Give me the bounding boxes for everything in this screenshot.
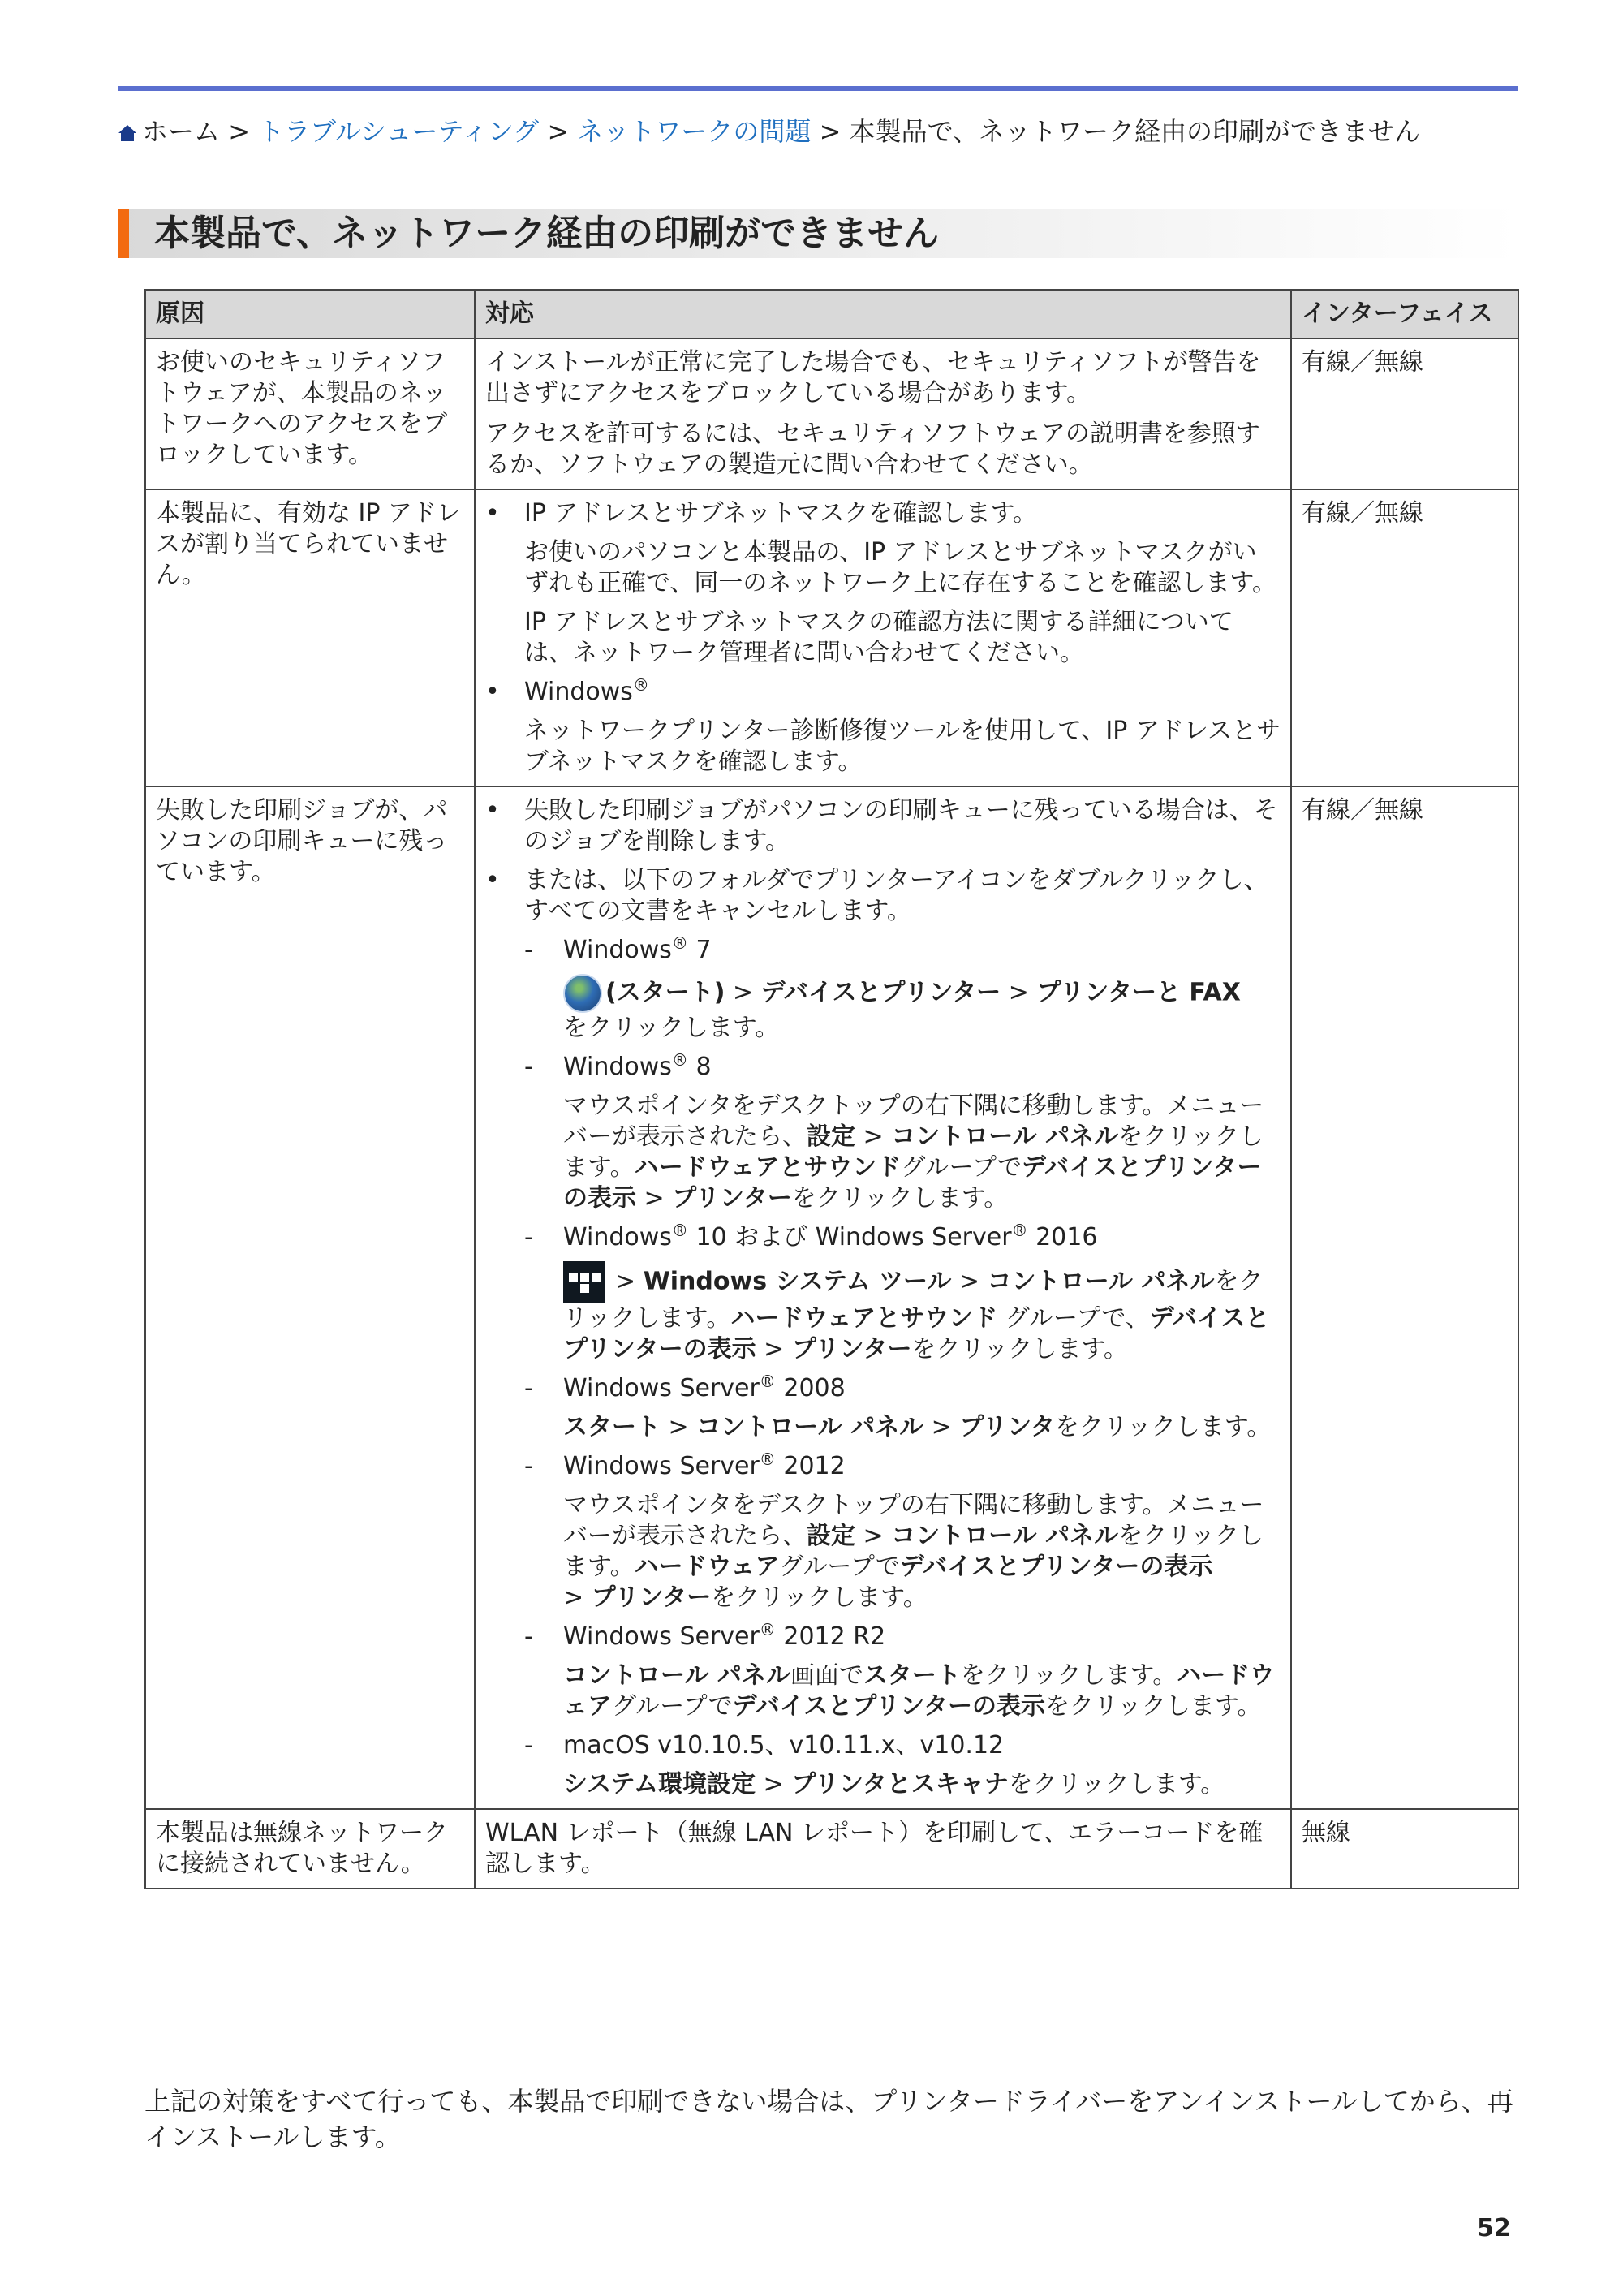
ui-term: デバイスとプリンターの表示 bbox=[899, 1553, 1213, 1581]
table-header-row bbox=[145, 290, 1518, 338]
action-cell bbox=[475, 489, 1291, 786]
header-interface: インターフェイス bbox=[1291, 290, 1518, 338]
dash-marker: - bbox=[524, 1731, 533, 1760]
dash-marker: - bbox=[524, 1053, 533, 1081]
ui-term: スタート bbox=[563, 1413, 661, 1441]
os-version: 7 bbox=[687, 936, 712, 964]
os-item-macos bbox=[485, 1730, 1281, 1761]
bullet-marker: • bbox=[485, 678, 500, 706]
action-cell bbox=[475, 786, 1291, 1809]
os-label: Windows bbox=[563, 1223, 672, 1251]
instruction-text: をクリックします。 bbox=[1008, 1770, 1225, 1798]
registered-mark: ® bbox=[671, 933, 688, 953]
os-item-windows-7 bbox=[485, 935, 1281, 966]
ui-term: (スタート) bbox=[605, 978, 725, 1007]
bullet-item bbox=[485, 795, 1281, 857]
os-version: 2008 bbox=[775, 1374, 846, 1402]
home-icon[interactable] bbox=[118, 124, 137, 142]
breadcrumb-link-network-problems[interactable]: ネットワークの問題 bbox=[577, 116, 812, 147]
bullet-text: IP アドレスとサブネットマスクを確認します。 bbox=[524, 499, 1037, 528]
table-row bbox=[145, 489, 1518, 786]
ui-term: 設定 bbox=[807, 1122, 855, 1151]
ui-term: スタート bbox=[863, 1661, 961, 1690]
ui-term: プリンタとスキャナ bbox=[791, 1770, 1009, 1798]
ui-term: コントロール パネル bbox=[987, 1267, 1215, 1296]
ui-term: プリンター bbox=[672, 1184, 792, 1213]
ui-term: コントロール パネル bbox=[563, 1661, 790, 1690]
path-separator: > bbox=[863, 1122, 884, 1151]
path-separator: > bbox=[732, 978, 754, 1007]
ui-term: 設定 bbox=[807, 1522, 855, 1550]
instruction-text: をクリックします。 bbox=[1045, 1692, 1262, 1721]
os-item-windows-server-2012 bbox=[485, 1451, 1281, 1482]
registered-mark: ® bbox=[671, 1050, 688, 1070]
instruction-text: をクリックします。 bbox=[1054, 1413, 1272, 1441]
bullet-item bbox=[485, 498, 1281, 529]
interface-cell: 無線 bbox=[1291, 1809, 1518, 1889]
interface-cell: 有線／無線 bbox=[1291, 786, 1518, 1809]
os-label: Windows Server bbox=[563, 1374, 760, 1402]
breadcrumb-separator: > bbox=[547, 116, 570, 147]
instruction-text: グループで bbox=[612, 1692, 733, 1721]
bullet-marker: • bbox=[485, 866, 500, 894]
path-separator: > bbox=[644, 1184, 665, 1213]
ui-term: デバイスとプリンターの表示 bbox=[563, 1304, 1270, 1363]
windows-start-orb-icon bbox=[563, 974, 602, 1013]
os-instruction bbox=[485, 1769, 1281, 1800]
path-separator: > bbox=[931, 1413, 952, 1441]
table-row bbox=[145, 338, 1518, 489]
action-cell: WLAN レポート（無線 LAN レポート）を印刷して、エラーコードを確認します。 bbox=[475, 1809, 1291, 1889]
os-version: 8 bbox=[687, 1053, 712, 1081]
instruction-text: グループで bbox=[901, 1153, 1022, 1182]
bullet-detail: ネットワークプリンター診断修復ツールを使用して、IP アドレスとサブネットマスクを確認します。 bbox=[524, 717, 1281, 776]
os-instruction bbox=[485, 1091, 1281, 1214]
dash-marker: - bbox=[524, 1622, 533, 1651]
ui-term: Windows システム ツール bbox=[643, 1267, 952, 1296]
ui-term: プリンターと FAX bbox=[1036, 978, 1241, 1007]
title-accent-bar bbox=[118, 209, 129, 258]
top-rule bbox=[118, 86, 1518, 91]
interface-cell: 有線／無線 bbox=[1291, 338, 1518, 489]
instruction-text: をクリックします。 bbox=[711, 1583, 928, 1612]
registered-mark: ® bbox=[1011, 1221, 1028, 1240]
instruction-text: グループで bbox=[779, 1553, 900, 1581]
os-label: Windows bbox=[563, 1053, 672, 1081]
ui-term: デバイスとプリンターの表示 bbox=[563, 1153, 1262, 1213]
ui-term: コントロール パネル bbox=[891, 1522, 1119, 1550]
instruction-text: マウスポインタをデスクトップの右下隅に移動します。メニューバーが表示されたら、 bbox=[563, 1491, 1264, 1550]
ui-term: コントロール パネル bbox=[891, 1122, 1119, 1151]
ui-term: ハードウェアとサウンド bbox=[730, 1304, 998, 1333]
registered-mark: ® bbox=[759, 1620, 776, 1639]
ui-term: デバイスとプリンター bbox=[760, 978, 1001, 1007]
path-separator: > bbox=[764, 1335, 785, 1363]
bullet-text: または、以下のフォルダでプリンターアイコンをダブルクリックし、すべての文書をキャンセルします。 bbox=[524, 866, 1268, 925]
breadcrumb-home[interactable]: ホーム bbox=[142, 116, 221, 147]
instruction-text: マウスポインタをデスクトップの右下隅に移動します。メニューバーが表示されたら、 bbox=[563, 1092, 1264, 1151]
os-instruction bbox=[485, 1661, 1281, 1722]
registered-mark: ® bbox=[671, 1221, 688, 1240]
os-item-windows-8 bbox=[485, 1052, 1281, 1083]
ui-term: システム環境設定 bbox=[563, 1770, 756, 1798]
instruction-text: をクリックします。 bbox=[960, 1661, 1177, 1690]
instruction-text: をクリックします。 bbox=[911, 1335, 1128, 1363]
dash-marker: - bbox=[524, 936, 533, 964]
os-label: Windows Server bbox=[563, 1622, 760, 1651]
instruction-text: をクリックします。 bbox=[563, 1014, 780, 1042]
action-text: アクセスを許可するには、セキュリティソフトウェアの説明書を参照するか、ソフトウェアの製造元に問い合わせてください。 bbox=[485, 420, 1260, 479]
bullet-marker: • bbox=[485, 499, 500, 528]
breadcrumb-separator: > bbox=[228, 116, 250, 147]
footer-note: 上記の対策をすべて行っても、本製品で印刷できない場合は、プリンタードライバーをアンインストールしてから、再インストールします。 bbox=[144, 2086, 1513, 2152]
action-cell bbox=[475, 338, 1291, 489]
bullet-text: 失敗した印刷ジョブがパソコンの印刷キューに残っている場合は、そのジョブを削除します。 bbox=[524, 796, 1278, 855]
bullet-detail: お使いのパソコンと本製品の、IP アドレスとサブネットマスクがいずれも正確で、同一のネットワーク上に存在することを確認します。 bbox=[524, 538, 1276, 597]
ui-term: コントロール パネル bbox=[696, 1413, 924, 1441]
page-number: 52 bbox=[1477, 2214, 1511, 2242]
windows-logo-icon bbox=[563, 1261, 605, 1303]
path-separator: > bbox=[763, 1770, 784, 1798]
instruction-text: をクリックします。 bbox=[563, 1522, 1264, 1581]
ui-term: ハードウェア bbox=[634, 1553, 780, 1581]
breadcrumb-separator: > bbox=[819, 116, 842, 147]
os-label: Windows bbox=[563, 936, 672, 964]
os-instruction bbox=[485, 974, 1281, 1044]
path-separator: > bbox=[958, 1267, 980, 1296]
header-cause: 原因 bbox=[145, 290, 475, 338]
registered-mark: ® bbox=[632, 675, 649, 695]
dash-marker: - bbox=[524, 1452, 533, 1480]
table-row bbox=[145, 786, 1518, 1809]
troubleshooting-table bbox=[144, 289, 1519, 1889]
ui-term: プリンタ bbox=[959, 1413, 1055, 1441]
action-text: インストールが正常に完了した場合でも、セキュリティソフトが警告を出さずにアクセスをブロックしている場合があります。 bbox=[485, 348, 1261, 407]
ui-term: プリンター bbox=[591, 1583, 712, 1612]
registered-mark: ® bbox=[759, 1450, 776, 1469]
os-instruction bbox=[485, 1412, 1281, 1443]
instruction-text: をクリックします。 bbox=[563, 1267, 1264, 1333]
table-row bbox=[145, 1809, 1518, 1889]
ui-term: ハードウェア bbox=[563, 1661, 1275, 1721]
bullet-item bbox=[485, 677, 1281, 708]
os-version: 2012 bbox=[775, 1452, 846, 1480]
header-action: 対応 bbox=[475, 290, 1291, 338]
os-label: macOS v10.10.5、v10.11.x、v10.12 bbox=[563, 1731, 1005, 1760]
path-separator: > bbox=[1008, 978, 1029, 1007]
cause-cell: 本製品は無線ネットワークに接続されていません。 bbox=[145, 1809, 475, 1889]
path-separator: > bbox=[615, 1267, 636, 1296]
ui-term: ハードウェアとサウンド bbox=[634, 1153, 902, 1182]
bullet-text: Windows bbox=[524, 678, 633, 706]
path-separator: > bbox=[668, 1413, 689, 1441]
os-item-windows-10 bbox=[485, 1222, 1281, 1253]
breadcrumb-link-troubleshooting[interactable]: トラブルシューティング bbox=[258, 116, 540, 147]
registered-mark: ® bbox=[759, 1372, 776, 1391]
breadcrumb bbox=[118, 114, 1518, 149]
interface-cell: 有線／無線 bbox=[1291, 489, 1518, 786]
dash-marker: - bbox=[524, 1374, 533, 1402]
page-title: 本製品で、ネットワーク経由の印刷ができません bbox=[154, 213, 940, 254]
ui-term: プリンター bbox=[791, 1335, 912, 1363]
page-title-banner bbox=[118, 209, 1518, 258]
cause-cell: 失敗した印刷ジョブが、パソコンの印刷キューに残っています。 bbox=[145, 786, 475, 1809]
ui-term: デバイスとプリンターの表示 bbox=[732, 1692, 1045, 1721]
os-version: 2016 bbox=[1027, 1223, 1098, 1251]
bullet-marker: • bbox=[485, 796, 500, 825]
bullet-detail: IP アドレスとサブネットマスクの確認方法に関する詳細については、ネットワーク管理者に問い合わせてください。 bbox=[524, 608, 1233, 667]
os-instruction bbox=[485, 1261, 1281, 1365]
instruction-text: 画面で bbox=[790, 1661, 863, 1690]
breadcrumb-current: 本製品で、ネットワーク経由の印刷ができません bbox=[849, 116, 1420, 147]
path-separator: > bbox=[563, 1583, 584, 1612]
os-item-windows-server-2008 bbox=[485, 1373, 1281, 1404]
path-separator: > bbox=[863, 1522, 884, 1550]
os-version: 10 および Windows Server bbox=[687, 1223, 1012, 1251]
instruction-text: をクリックします。 bbox=[791, 1184, 1009, 1213]
os-item-windows-server-2012-r2 bbox=[485, 1622, 1281, 1652]
cause-cell: 本製品に、有効な IP アドレスが割り当てられていません。 bbox=[145, 489, 475, 786]
instruction-text: グループで、 bbox=[997, 1304, 1150, 1333]
os-instruction bbox=[485, 1490, 1281, 1613]
bullet-item bbox=[485, 865, 1281, 927]
os-version: 2012 R2 bbox=[775, 1622, 886, 1651]
os-label: Windows Server bbox=[563, 1452, 760, 1480]
instruction-text: をクリックします。 bbox=[563, 1122, 1264, 1182]
dash-marker: - bbox=[524, 1223, 533, 1251]
cause-cell: お使いのセキュリティソフトウェアが、本製品のネットワークへのアクセスをブロックしています。 bbox=[145, 338, 475, 489]
